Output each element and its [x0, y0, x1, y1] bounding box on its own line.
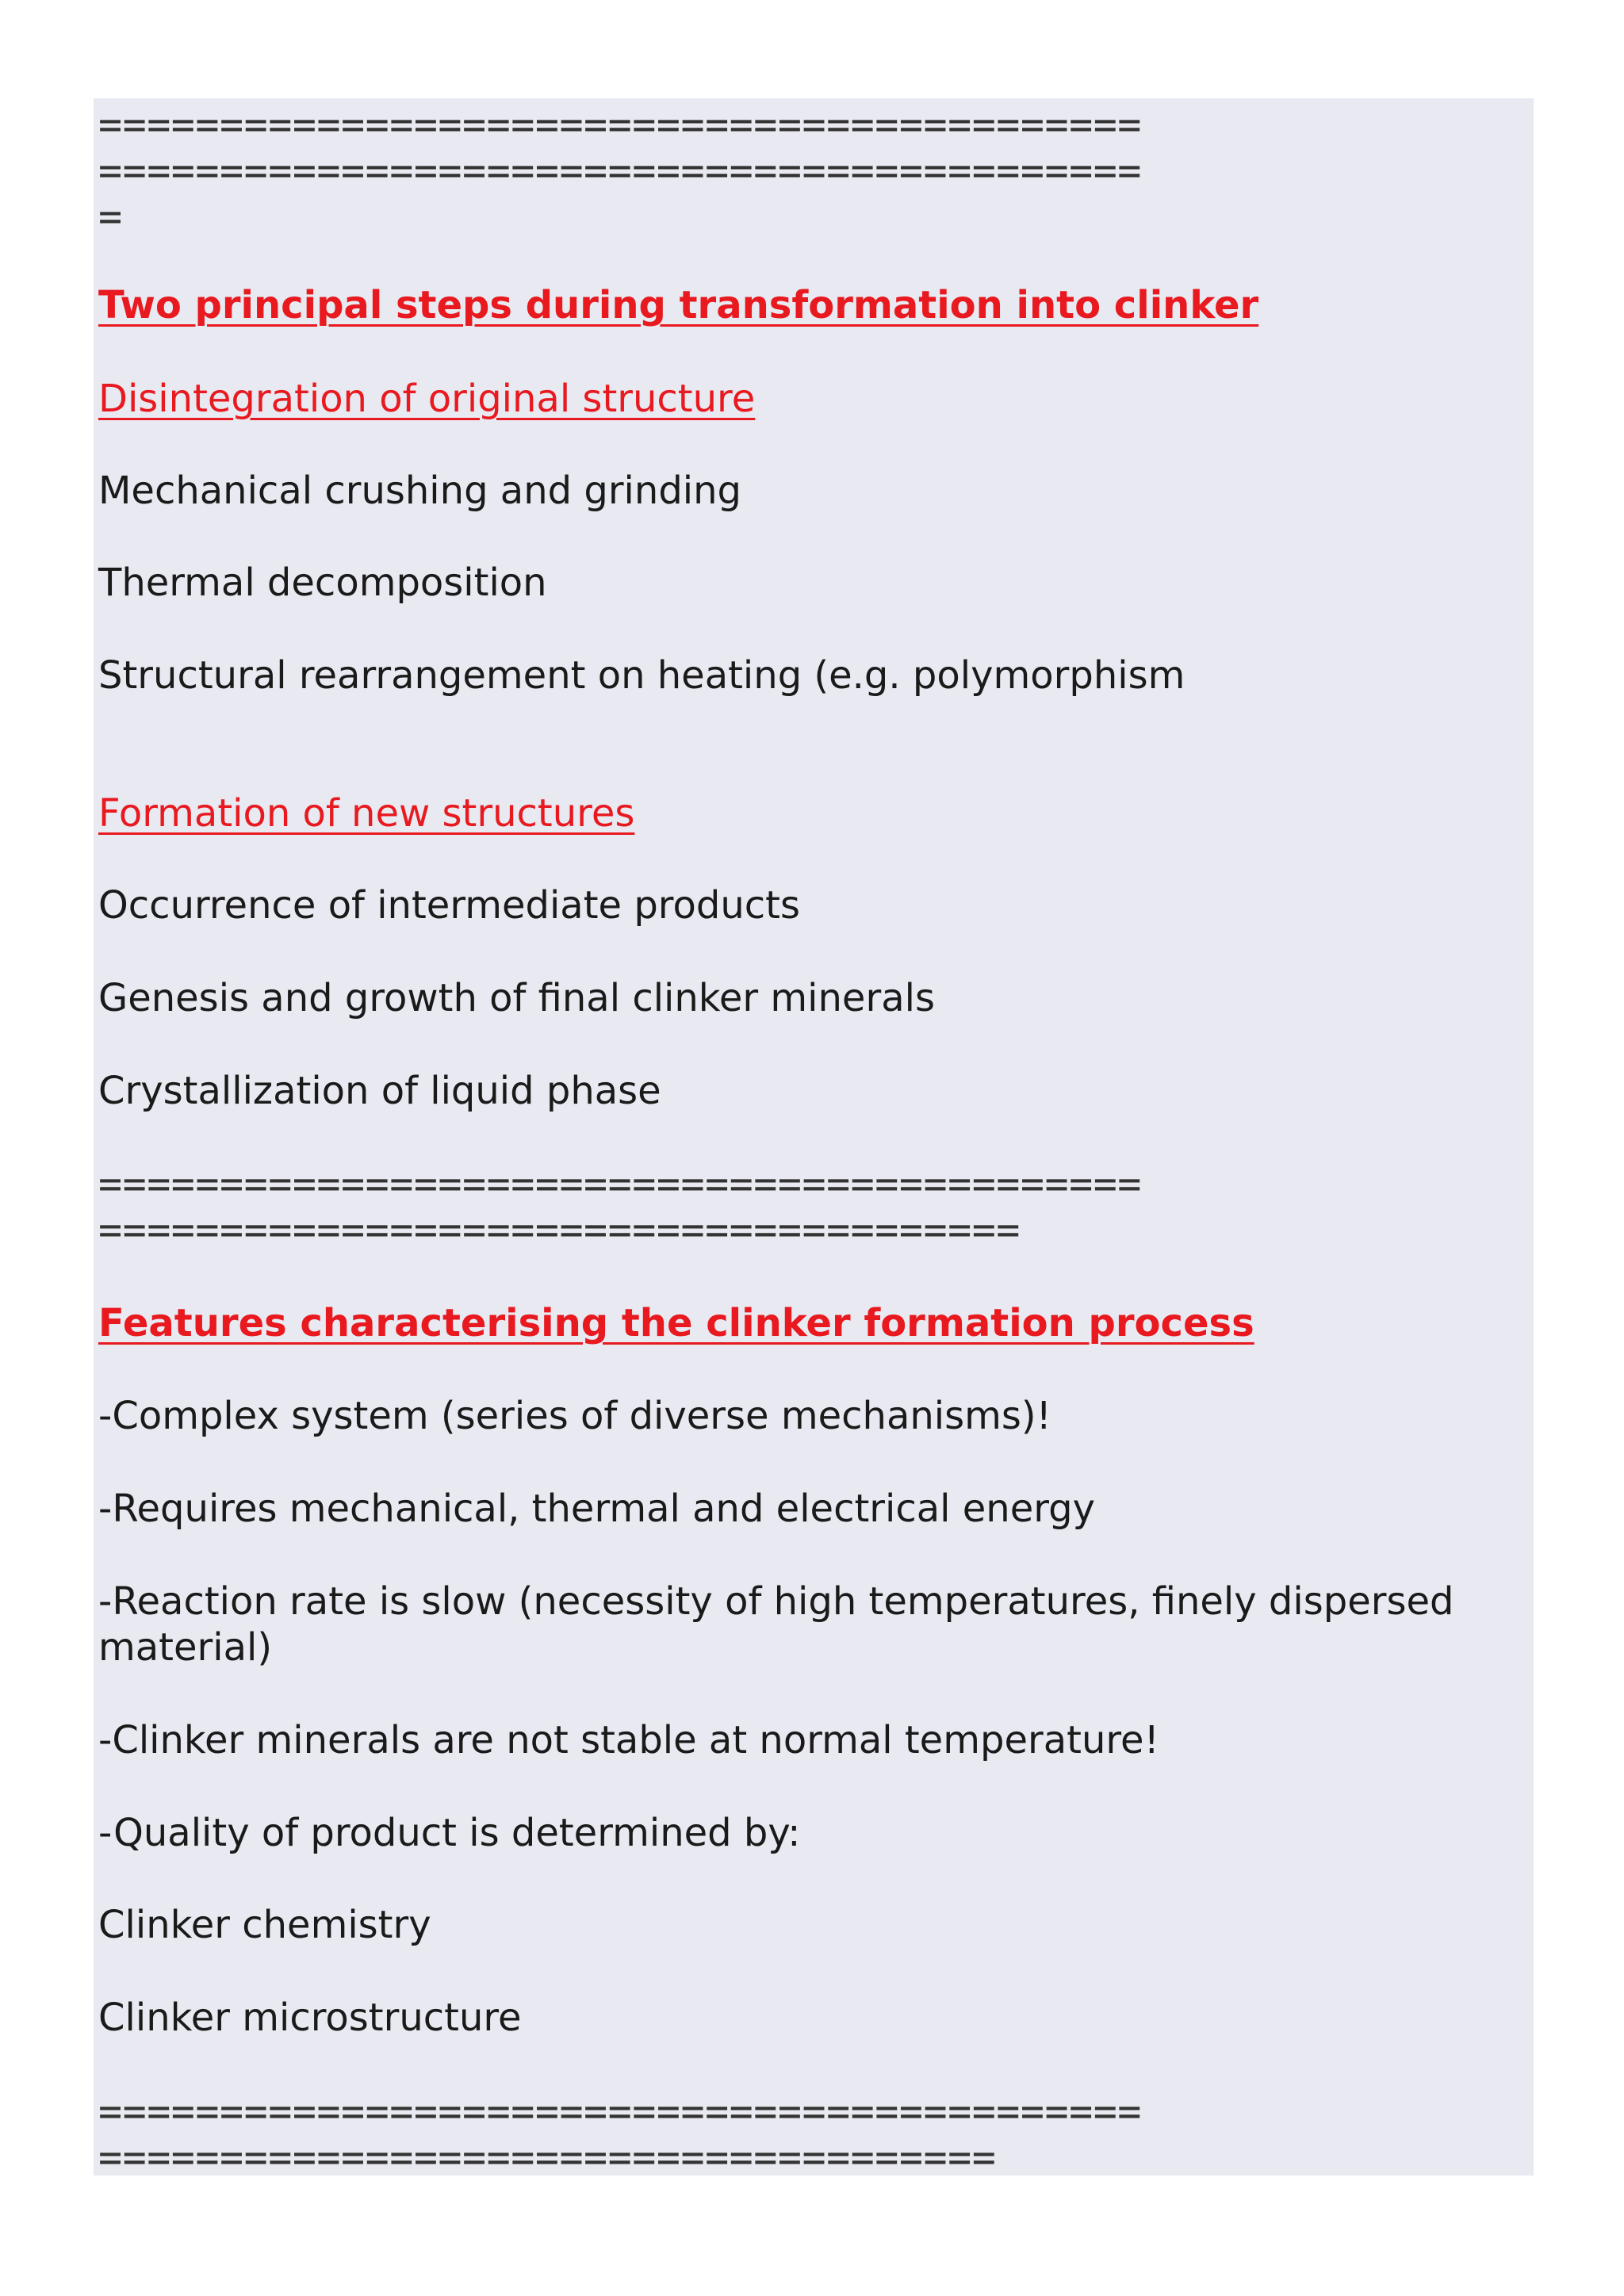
list-item: Genesis and growth of final clinker minerals [98, 976, 935, 1020]
list-item: Thermal decomposition [98, 561, 547, 605]
section1-heading: Two principal steps during transformation into clinker [98, 283, 1259, 327]
list-item: Crystallization of liquid phase [98, 1069, 661, 1113]
list-item: Occurrence of intermediate products [98, 883, 800, 928]
list-item: -Requires mechanical, thermal and electrical energy [98, 1487, 1095, 1531]
section2-heading: Features characterising the clinker formation process [98, 1301, 1254, 1345]
list-item: -Quality of product is determined by: [98, 1811, 801, 1855]
separator-mid-2: ====================================== [98, 1207, 1021, 1253]
list-item: Mechanical crushing and grinding [98, 469, 742, 513]
separator-top-2: =========================================== [98, 147, 1142, 193]
separator-bottom-1: =========================================== [98, 2088, 1142, 2134]
section1-subheading-a: Disintegration of original structure [98, 377, 756, 421]
separator-top-1: =========================================== [98, 101, 1142, 147]
list-item: Clinker microstructure [98, 1996, 522, 2040]
separator-top-3: = [98, 193, 123, 239]
separator-mid-1: =========================================== [98, 1161, 1142, 1207]
list-item: -Complex system (series of diverse mechanisms)! [98, 1394, 1051, 1438]
list-item: Clinker chemistry [98, 1903, 431, 1947]
list-item: -Clinker minerals are not stable at normal temperature! [98, 1718, 1159, 1762]
separator-bottom-2: ===================================== [98, 2134, 997, 2180]
list-item: Structural rearrangement on heating (e.g. polymorphism [98, 653, 1185, 698]
section1-subheading-b: Formation of new structures [98, 791, 635, 836]
list-item: -Reaction rate is slow (necessity of high temperatures, finely dispersed material) [98, 1579, 1454, 1670]
